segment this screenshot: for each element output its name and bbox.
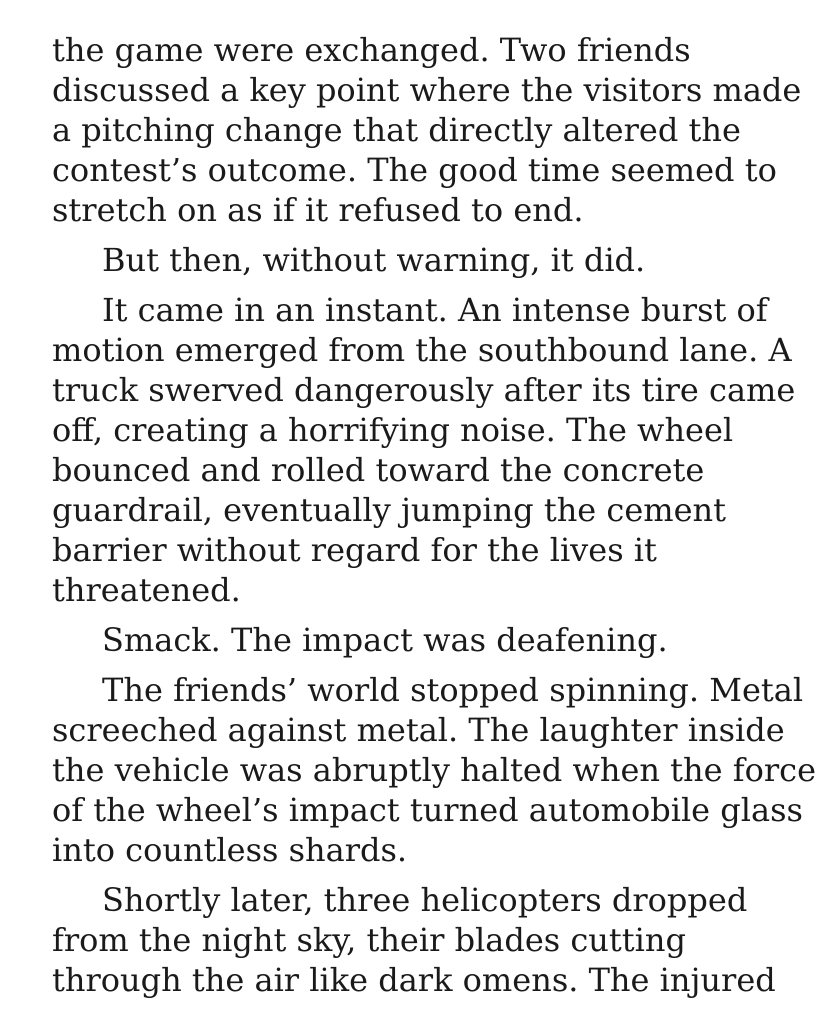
text-line: Smack. The impact was deafening.	[102, 621, 668, 659]
paragraph-3	[52, 290, 802, 610]
text-line: the vehicle was abruptly halted when the force	[52, 751, 816, 789]
paragraph-6	[52, 880, 802, 1000]
text-line: of the wheel’s impact turned automobile glass	[52, 791, 803, 829]
text-line: contest’s outcome. The good time seemed to	[52, 151, 777, 189]
text-line: the game were exchanged. Two friends	[52, 31, 691, 69]
text-line: It came in an instant. An intense burst of	[102, 291, 768, 329]
text-line: stretch on as if it refused to end.	[52, 191, 584, 229]
book-page	[52, 30, 816, 1010]
text-line: guardrail, eventually jumping the cement	[52, 491, 727, 529]
text-line: discussed a key point where the visitors made	[52, 71, 802, 109]
text-line: screeched against metal. The laughter inside	[52, 711, 785, 749]
text-line: The friends’ world stopped spinning. Metal	[102, 671, 804, 709]
text-line: bounced and rolled toward the concrete	[52, 451, 705, 489]
text-line: But then, without warning, it did.	[102, 241, 646, 279]
text-line: motion emerged from the southbound lane. A	[52, 331, 792, 369]
paragraph-2	[52, 240, 802, 280]
text-line: threatened.	[52, 571, 241, 609]
text-line: through the air like dark omens. The injured	[52, 961, 776, 999]
text-line: truck swerved dangerously after its tire came	[52, 371, 796, 409]
text-line: barrier without regard for the lives it	[52, 531, 657, 569]
text-line: a pitching change that directly altered the	[52, 111, 741, 149]
paragraph-4	[52, 620, 802, 660]
text-line: off, creating a horrifying noise. The wheel	[52, 411, 734, 449]
paragraph-1	[52, 30, 802, 230]
text-line: from the night sky, their blades cutting	[52, 921, 686, 959]
paragraph-5	[52, 670, 816, 870]
text-line: Shortly later, three helicopters dropped	[102, 881, 748, 919]
text-line: into countless shards.	[52, 831, 408, 869]
